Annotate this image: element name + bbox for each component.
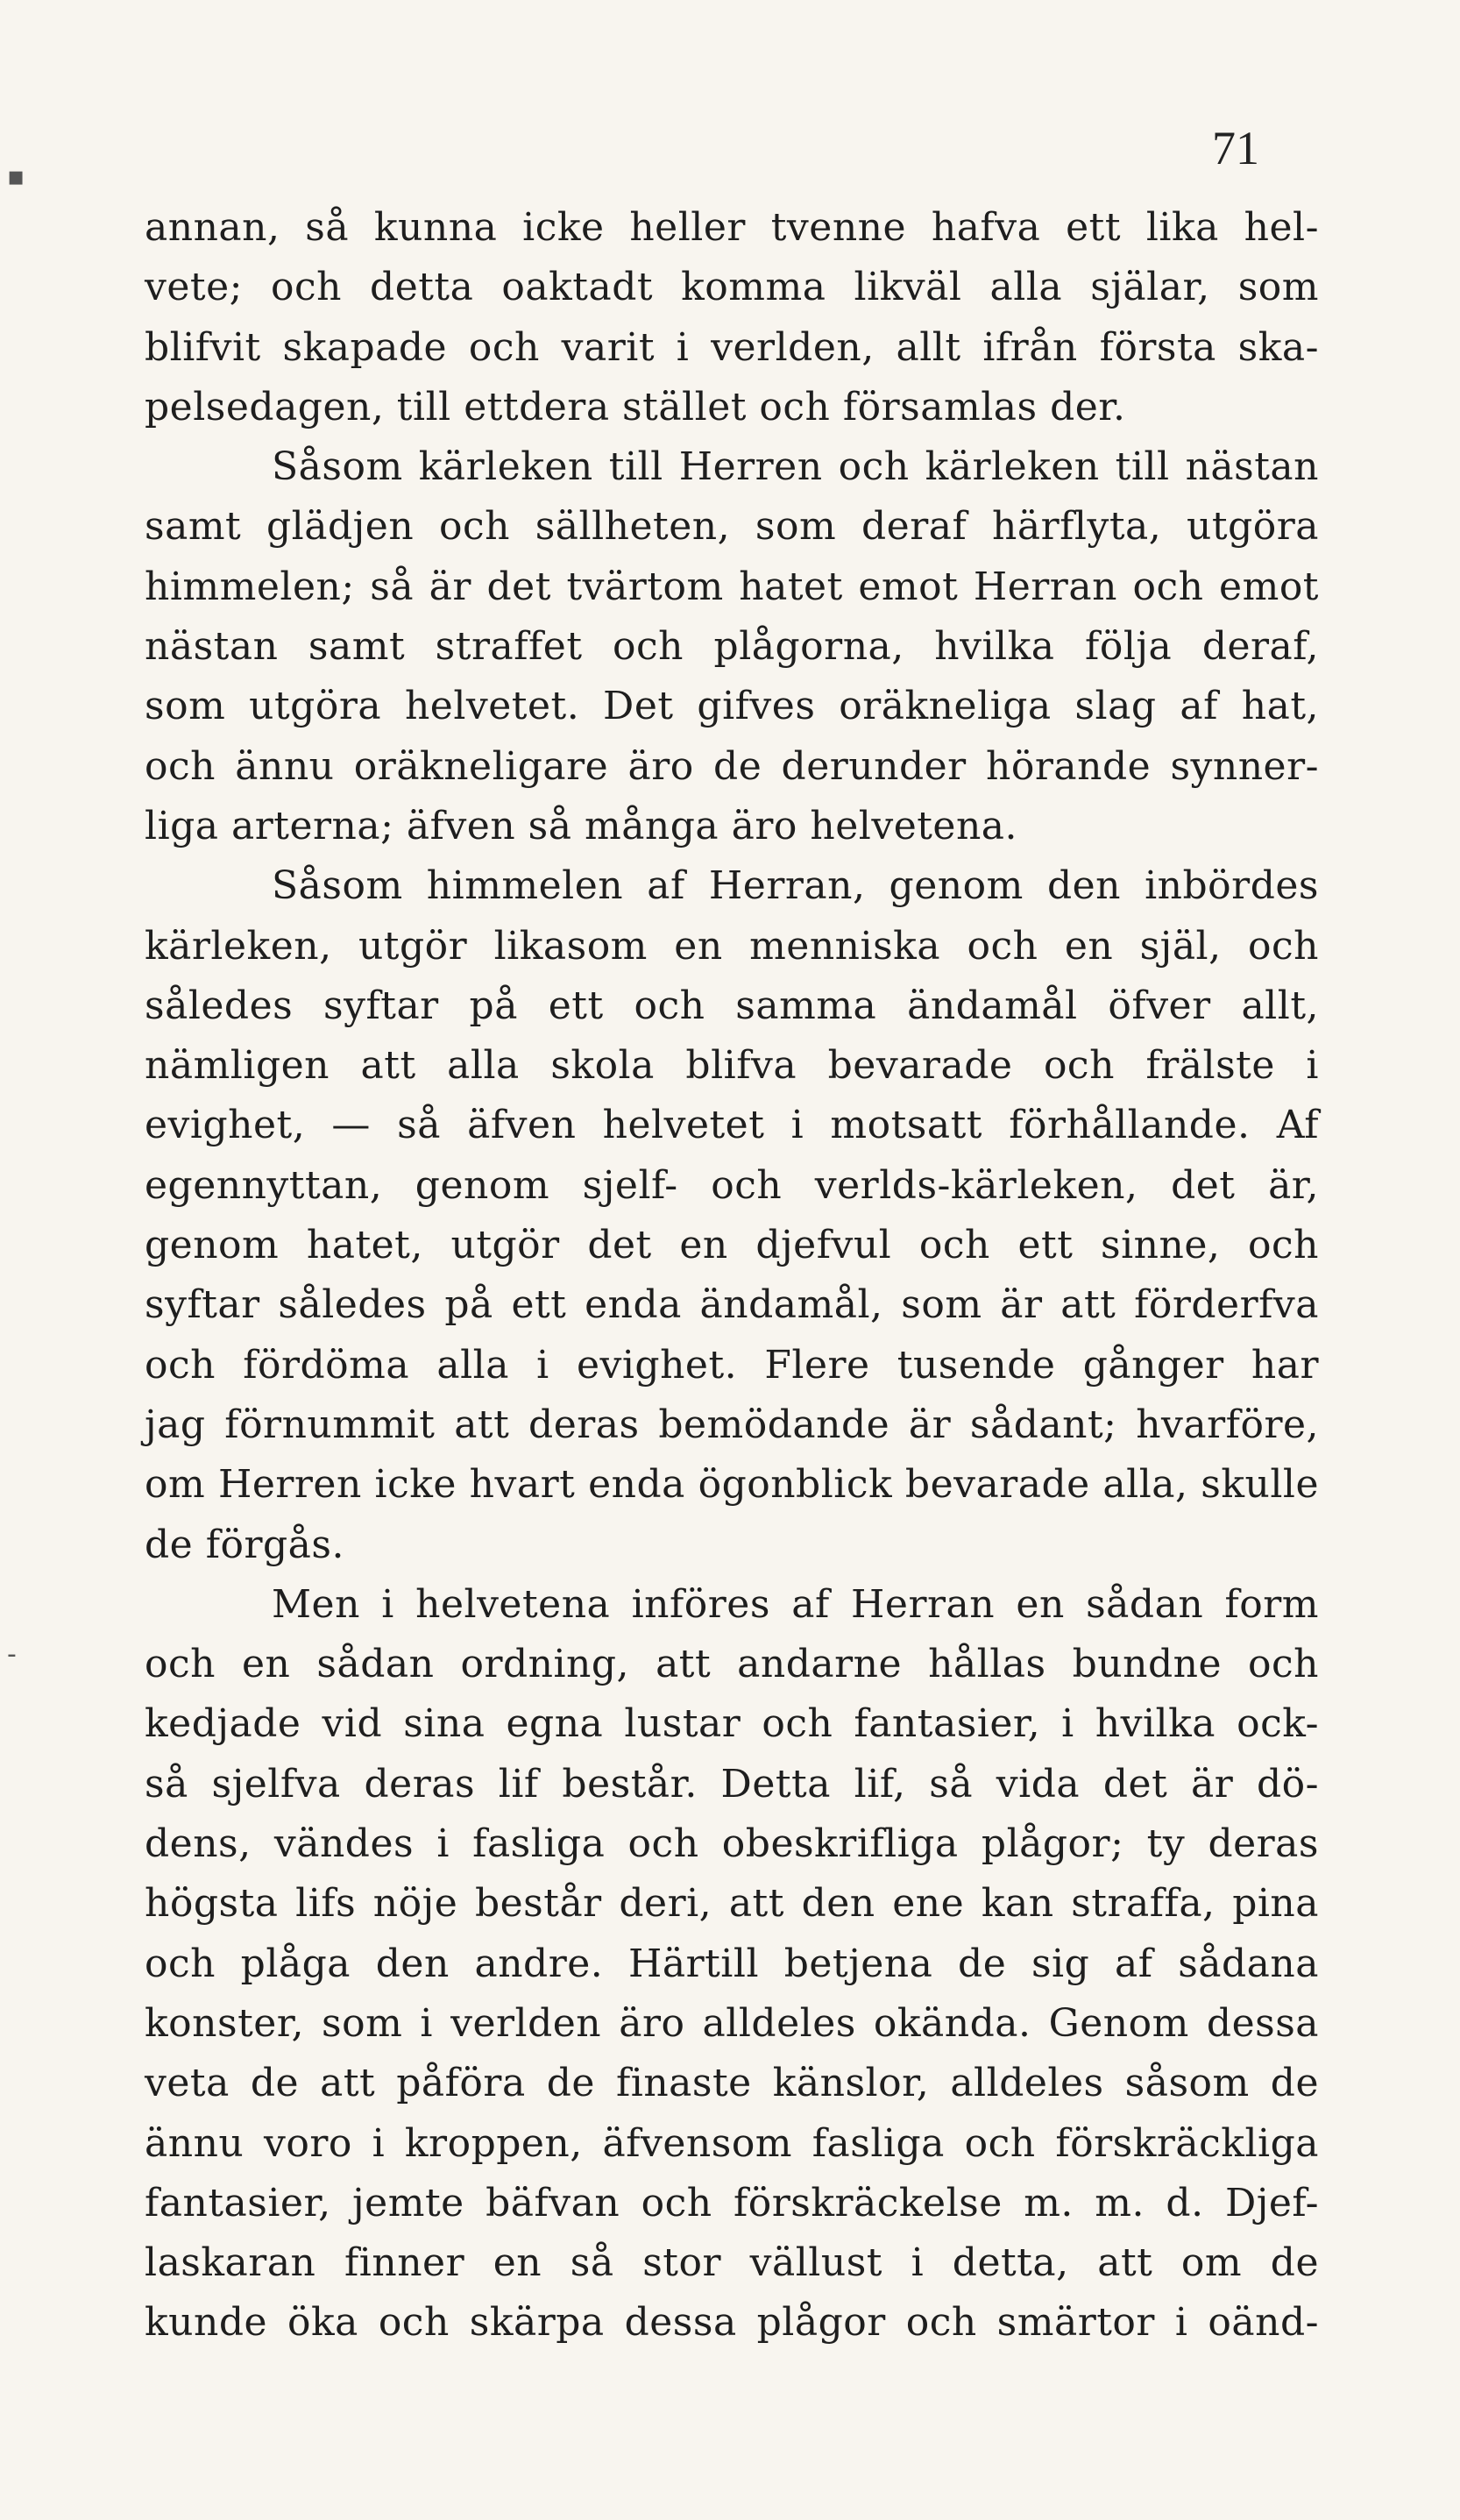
margin-speck: - bbox=[7, 1639, 17, 1670]
text-line: och fördöma alla i evighet. Flere tusende gånger har bbox=[145, 1342, 1319, 1388]
text-line: nämligen att alla skola blifva bevarade och frälste i bbox=[145, 1043, 1319, 1089]
text-line: högsta lifs nöje består deri, att den ene kan straffa, pina bbox=[145, 1881, 1319, 1927]
text-line: veta de att påföra de finaste känslor, alldeles såsom de bbox=[145, 2061, 1319, 2106]
text-line: och ännu oräkneligare äro de derunder hörande synner- bbox=[145, 743, 1319, 789]
text-line: de förgås. bbox=[145, 1522, 344, 1567]
text-line: pelsedagen, till ettdera stället och församlas der. bbox=[145, 384, 1126, 429]
text-line: Såsom kärleken till Herren och kärleken till nästan bbox=[272, 444, 1319, 490]
text-line: fantasier, jemte bäfvan och förskräckelse m. m. d. Djef- bbox=[145, 2180, 1319, 2225]
text-line: vete; och detta oaktadt komma likväl alla själar, som bbox=[145, 265, 1319, 310]
text-line: liga arterna; äfven så många äro helvetena. bbox=[145, 803, 1018, 848]
text-line: annan, så kunna icke heller tvenne hafva ett lika hel- bbox=[145, 205, 1319, 250]
text-line: och en sådan ordning, att andarne hållas bundne och bbox=[145, 1642, 1319, 1687]
text-line: jag förnummit att deras bemödande är sådant; hvarföre, bbox=[145, 1402, 1319, 1447]
text-line: så sjelfva deras lif består. Detta lif, så vida det är dö- bbox=[145, 1761, 1319, 1807]
text-line: egennyttan, genom sjelf- och verlds-kärleken, det är, bbox=[145, 1162, 1319, 1208]
page-number: 71 bbox=[1212, 122, 1259, 174]
text-line: evighet, — så äfven helvetet i motsatt förhållande. Af bbox=[145, 1103, 1319, 1148]
text-line: och plåga den andre. Härtill betjena de sig af sådana bbox=[145, 1941, 1319, 1986]
body-text bbox=[145, 198, 1319, 2353]
text-line: dens, vändes i fasliga och obeskrifliga plågor; ty deras bbox=[145, 1821, 1319, 1867]
text-line: om Herren icke hvart enda ögonblick bevarade alla, skulle bbox=[145, 1462, 1319, 1508]
text-line: kunde öka och skärpa dessa plågor och smärtor i oänd- bbox=[145, 2300, 1319, 2346]
text-line: laskaran finner en så stor vällust i detta, att om de bbox=[145, 2240, 1319, 2286]
text-line: samt glädjen och sällheten, som deraf härflyta, utgöra bbox=[145, 504, 1319, 550]
text-line: konster, som i verlden äro alldeles okända. Genom dessa bbox=[145, 2000, 1319, 2046]
text-line: som utgöra helvetet. Det gifves oräkneliga slag af hat, bbox=[145, 684, 1319, 729]
text-line: blifvit skapade och varit i verlden, allt ifrån första ska- bbox=[145, 324, 1319, 370]
text-line: Såsom himmelen af Herran, genom den inbördes bbox=[272, 863, 1319, 909]
text-line: Men i helvetena införes af Herran en sådan form bbox=[272, 1581, 1319, 1627]
text-line: kärleken, utgör likasom en menniska och en själ, och bbox=[145, 923, 1319, 969]
text-line: genom hatet, utgör det en djefvul och ett sinne, och bbox=[145, 1223, 1319, 1268]
text-line: nästan samt straffet och plågorna, hvilka följa deraf, bbox=[145, 624, 1319, 670]
text-line: ännu voro i kroppen, äfvensom fasliga och förskräckliga bbox=[145, 2120, 1319, 2166]
text-line: kedjade vid sina egna lustar och fantasier, i hvilka ock- bbox=[145, 1701, 1319, 1747]
text-line: syftar således på ett enda ändamål, som är att förderfva bbox=[145, 1282, 1319, 1328]
margin-speck: ▪ bbox=[7, 161, 25, 192]
text-line: himmelen; så är det tvärtom hatet emot Herran och emot bbox=[145, 564, 1319, 609]
text-line: således syftar på ett och samma ändamål öfver allt, bbox=[145, 983, 1319, 1028]
